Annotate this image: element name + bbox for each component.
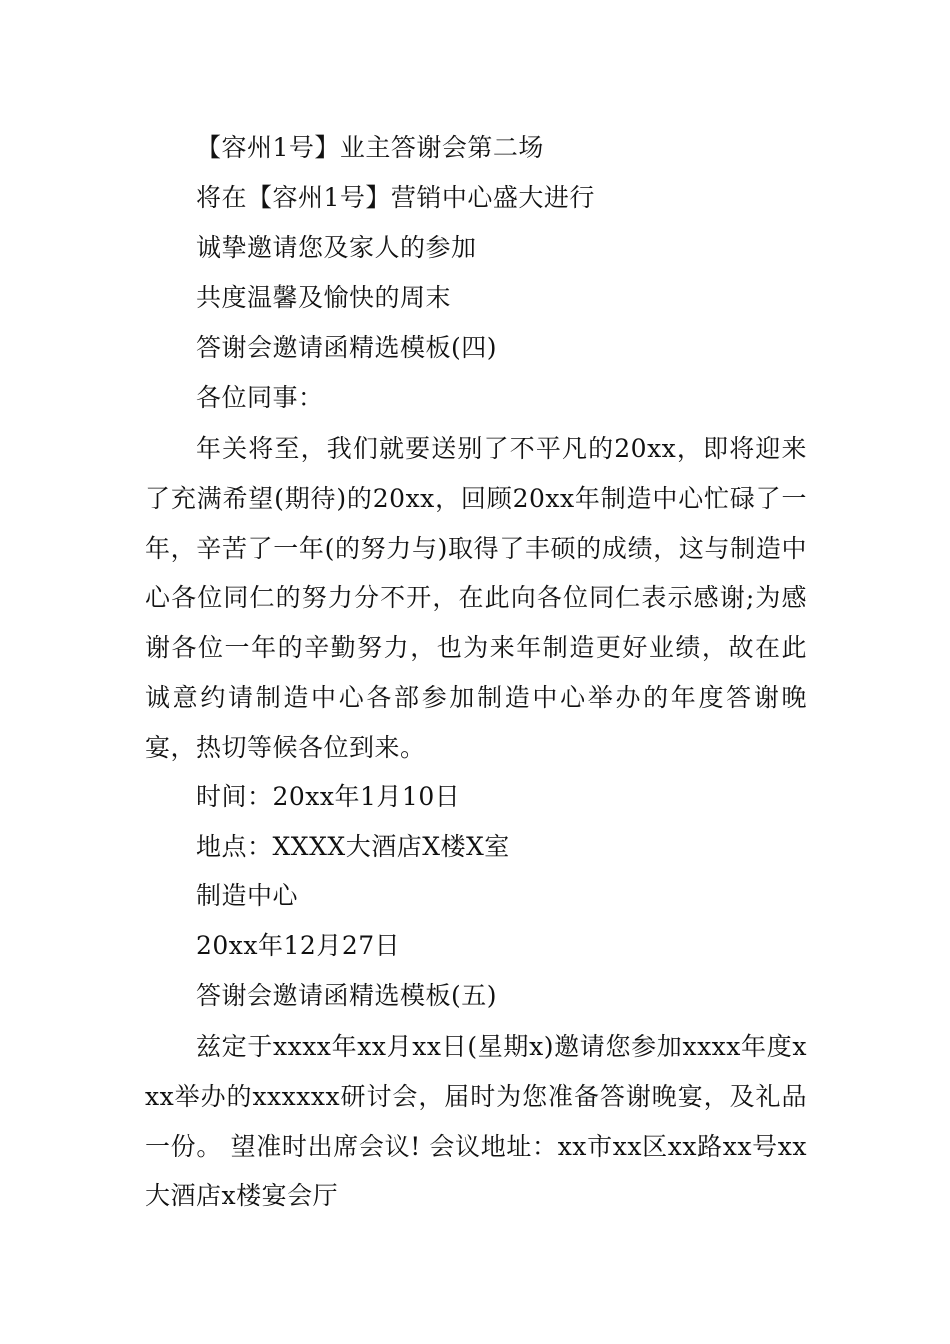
text-line-venue: 将在【容州1号】营销中心盛大进行: [196, 183, 595, 212]
text-line-event-title: 【容州1号】业主答谢会第二场: [196, 133, 544, 162]
text-line-time: 时间：20xx年1月10日: [196, 782, 461, 811]
text-line-invite: 诚挚邀请您及家人的参加: [196, 233, 477, 262]
section-heading-template-4: 答谢会邀请函精选模板(四): [196, 333, 498, 362]
text-line-sender: 制造中心: [196, 881, 299, 910]
text-line-location: 地点：XXXX大酒店X楼X室: [196, 832, 510, 861]
text-line-weekend: 共度温馨及愉快的周末: [196, 283, 452, 312]
text-line-salutation: 各位同事：: [196, 383, 324, 412]
text-line-date: 20xx年12月27日: [196, 931, 401, 960]
section-heading-template-5: 答谢会邀请函精选模板(五): [196, 981, 498, 1010]
paragraph-body-2: 兹定于xxxx年xx月xx日(星期x)邀请您参加xxxx年度xxx举办的xxxxxx研讨会，届时为您准备答谢晚宴，及礼品一份。 望准时出席会议! 会议地址：xx市xx区xx路xx号xx大酒店x楼宴会厅: [145, 1032, 807, 1211]
paragraph-body-1: 年关将至，我们就要送别了不平凡的20xx，即将迎来了充满希望(期待)的20xx，回顾20xx年制造中心忙碌了一年，辛苦了一年(的努力与)取得了丰硕的成绩，这与制造中心各位同仁的努力分不开，在此向各位同仁表示感谢;为感谢各位一年的辛勤努力，也为来年制造更好业绩，故在此诚意约请制造中心各部参加制造中心举办的年度答谢晚宴，热切等候各位到来。: [145, 434, 807, 762]
